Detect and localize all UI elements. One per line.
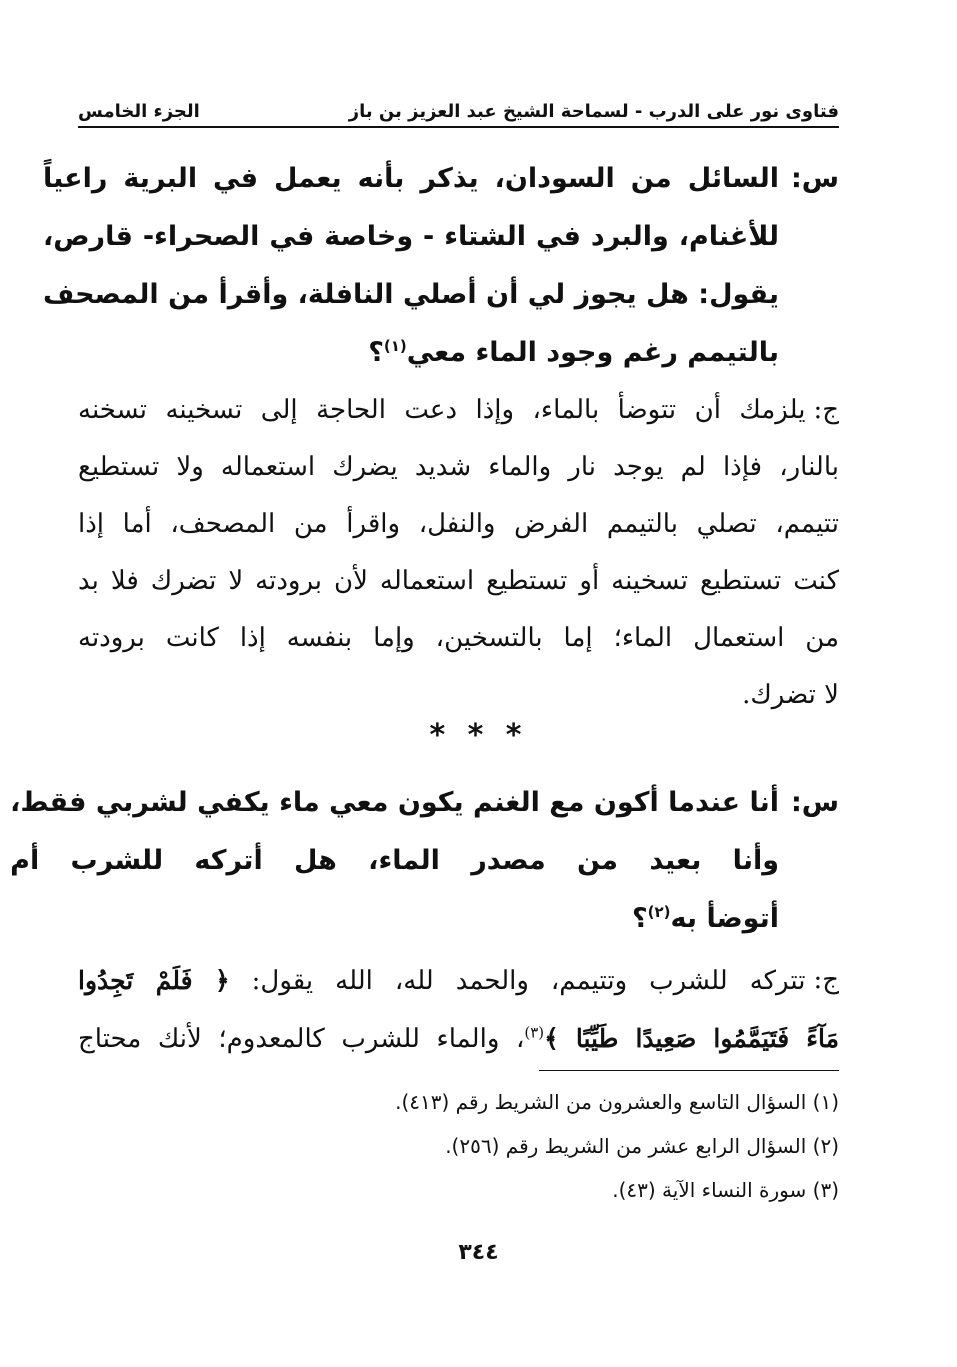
- running-header: [78, 88, 839, 128]
- question-marker: س:: [790, 787, 839, 818]
- footnote-ref[interactable]: (١): [383, 337, 407, 355]
- question-marker: س:: [790, 163, 839, 194]
- footnote-divider: [539, 1070, 839, 1071]
- question-mark: ؟: [368, 337, 384, 368]
- answer-line: يلزمك أن تتوضأ بالماء، وإذا دعت الحاجة إلى تسخينه تسخنه: [78, 395, 806, 425]
- answer-1: [78, 382, 839, 724]
- quran-verse: ﴿ فَلَمْ تَجِدُوا: [78, 966, 230, 995]
- footnote-ref[interactable]: (٢): [647, 903, 671, 921]
- answer-marker: ج:: [813, 395, 839, 425]
- question-line: وأنا بعيد من مصدر الماء، هل أتركه للشرب أم: [10, 845, 779, 876]
- header-book-title: فتاوى نور على الدرب - لسماحة الشيخ عبد العزيز بن باز: [348, 101, 839, 122]
- page-number: ٣٤٤: [458, 1240, 499, 1265]
- question-1: [42, 150, 839, 382]
- answer-line: تتيمم، تصلي بالتيمم الفرض والنفل، واقرأ من المصحف، أما إذا: [78, 509, 839, 539]
- footnotes: [78, 1080, 839, 1212]
- question-line: للأغنام، والبرد في الشتاء - وخاصة في الصحراء- قارص،: [42, 221, 779, 252]
- answer-text: ، والماء للشرب كالمعدوم؛ لأنك محتاج: [78, 1024, 525, 1054]
- question-line: أتوضأ به: [670, 903, 779, 934]
- question-line: السائل من السودان، يذكر بأنه يعمل في البرية راعياً: [42, 163, 779, 194]
- question-line-last: [43, 324, 779, 382]
- section-separator: * * *: [429, 718, 528, 753]
- answer-line: [78, 1010, 839, 1068]
- question-line: يقول: هل يجوز لي أن أصلي النافلة، وأقرأ من المصحف: [42, 279, 779, 310]
- footnote-ref[interactable]: (٣): [524, 1023, 545, 1042]
- answer-marker: ج:: [813, 965, 839, 995]
- answer-line: من استعمال الماء؛ إما بالتسخين، وإما بنفسه إذا كانت برودته: [78, 623, 839, 653]
- question-mark: ؟: [631, 903, 648, 934]
- question-line: بالتيمم رغم وجود الماء معي: [406, 337, 779, 368]
- answer-line: لا تضرك.: [742, 680, 839, 710]
- answer-line: كنت تستطيع تسخينه أو تستطيع استعماله لأن برودته لا تضرك فلا بد: [78, 566, 839, 596]
- answer-line: [78, 952, 805, 1010]
- question-line: أنا عندما أكون مع الغنم يكون معي ماء يكفي لشربي فقط،: [10, 787, 779, 818]
- answer-2: [78, 952, 839, 1068]
- footnote-item: (٣) سورة النساء الآية (٤٣).: [612, 1178, 839, 1202]
- answer-text: تتركه للشرب وتتيمم، والحمد لله، الله يقول:: [251, 966, 806, 996]
- quran-verse: مَآءً فَتَيَمَّمُوا صَعِيدًا طَيِّبًا ﴾: [544, 1024, 839, 1053]
- question-2: [10, 774, 839, 948]
- header-volume-label: الجزء الخامس: [78, 101, 200, 122]
- question-line-last: [10, 890, 779, 948]
- answer-line: بالنار، فإذا لم يوجد نار والماء شديد يضرك استعماله ولا تستطيع: [78, 452, 839, 482]
- footnote-item: (١) السؤال التاسع والعشرون من الشريط رقم (٤١٣).: [395, 1090, 839, 1114]
- footnote-item: (٢) السؤال الرابع عشر من الشريط رقم (٢٥٦).: [445, 1134, 839, 1158]
